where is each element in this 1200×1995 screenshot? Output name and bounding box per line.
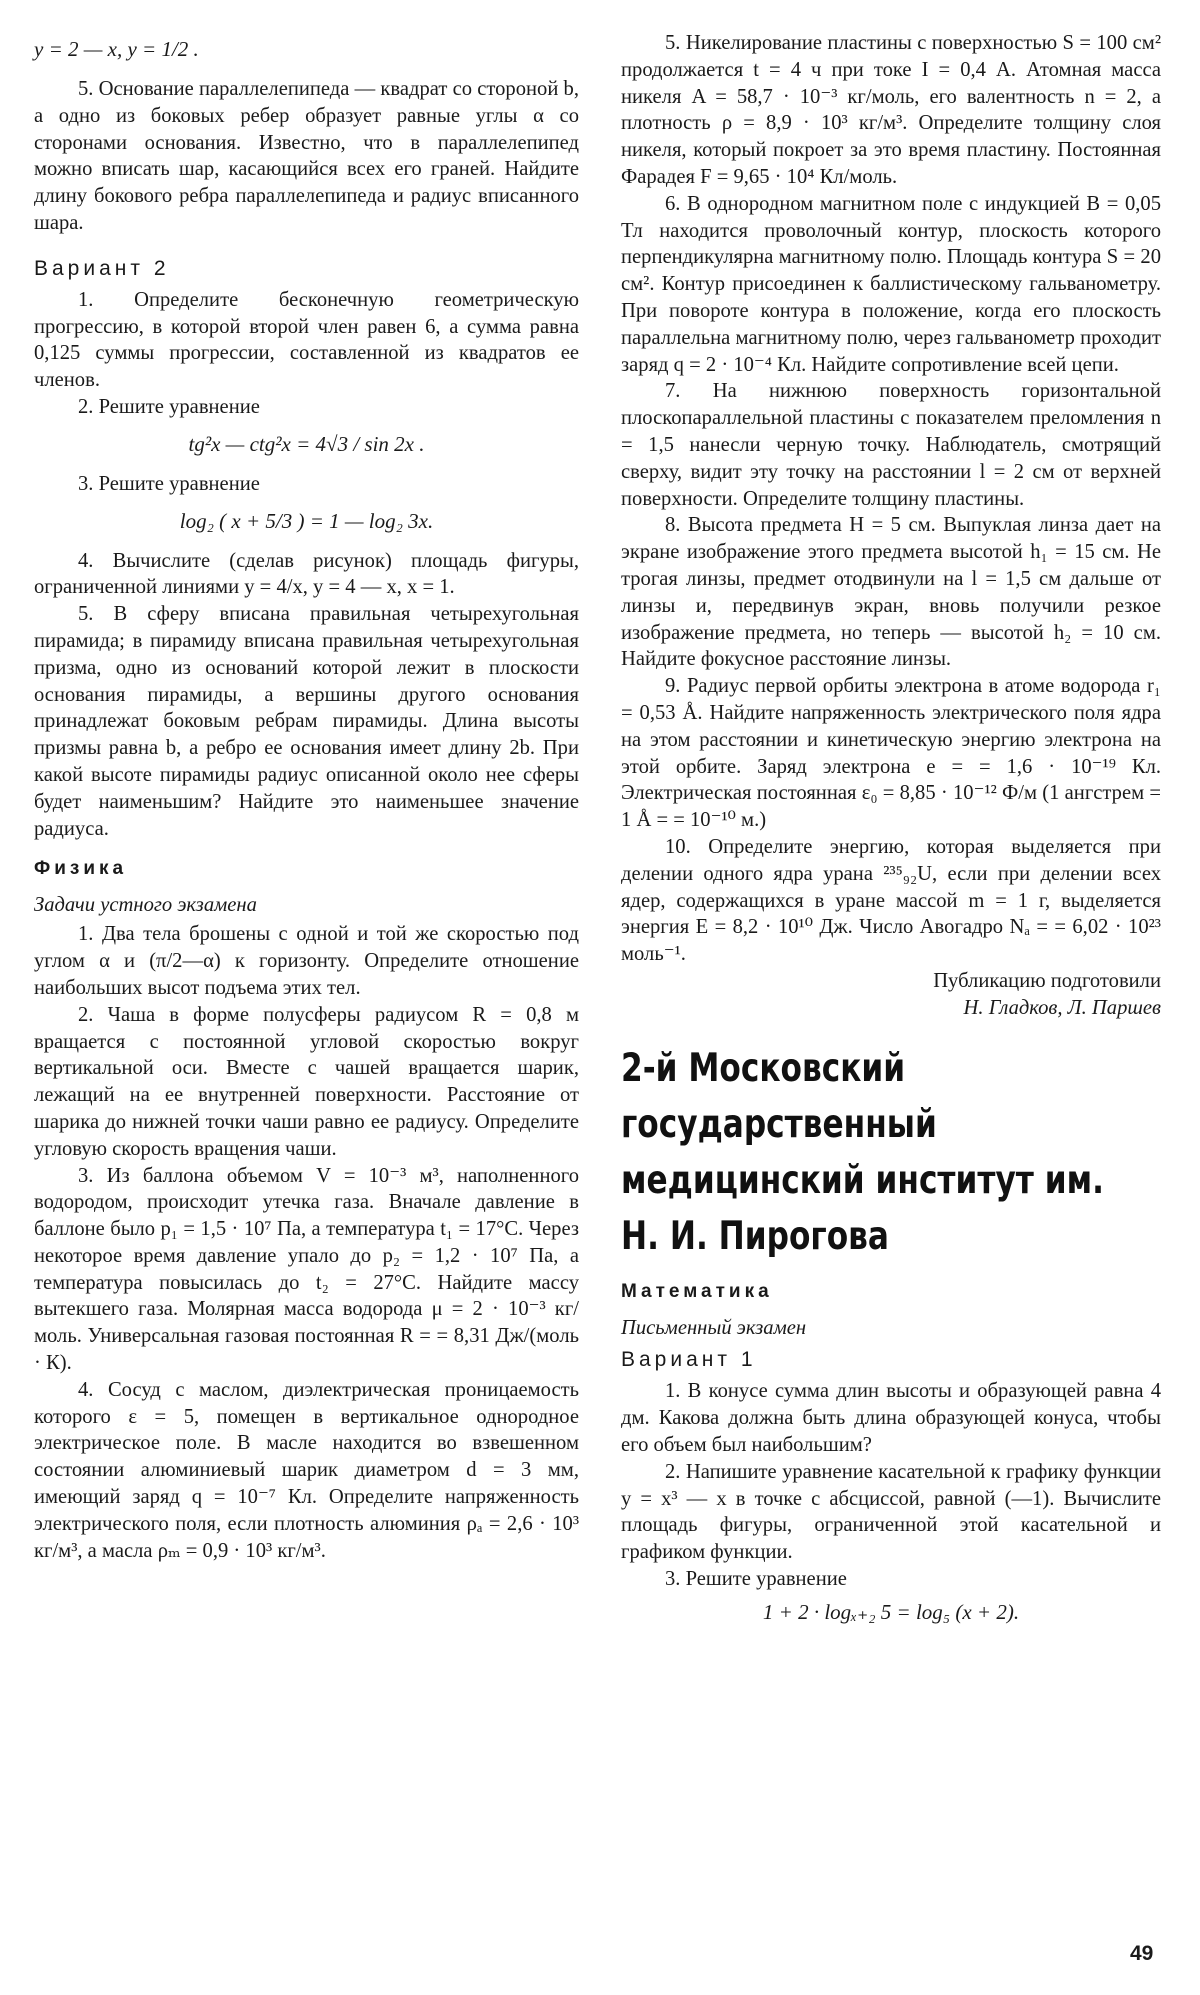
- problem-text: 7. На нижнюю поверхность горизонтальной плоскопараллельной пластины с показателем преломления n = 1,5 нанесли черную точку. Наблюдатель, смотрящий сверху, видит эту точку на расстоянии l = 2 см от верхней поверхности. Определите толщину пластины.: [621, 380, 1161, 510]
- equation: tg²x — ctg²x = 4√3 / sin 2x .: [188, 431, 425, 456]
- problem-text: 6. В однородном магнитном поле с индукцией B = 0,05 Тл находится проволочный контур, плоскость которого перпендикулярна магнитному полю. Площадь контура S = 20 см². Контур присоединен к баллистическому гальванометру. При повороте контура в положение, когда его плоскость параллельна магнитному полю, через гальванометр проходит заряд q = 2 · 10⁻⁴ Кл. Найдите сопротивление всей цепи.: [621, 192, 1161, 376]
- left-column: [34, 24, 579, 1564]
- institute-title: 2-й Московский государственный медицинский институт им. Н. И. Пирогова: [621, 1046, 1104, 1260]
- right-column: [621, 24, 1161, 1639]
- problem-text: 4. Вычислите (сделав рисунок) площадь фигуры, ограниченной линиями y = 4/x, y = 4 — x, x = 1.: [34, 549, 579, 599]
- problem-text: 9. Радиус первой орбиты электрона в атоме водорода r₁ = 0,53 Å. Найдите напряженность электрического поля ядра на этом расстоянии и кинетическую энергию электрона на этой орбите. Заряд электрона e = = 1,6 · 10⁻¹⁹ Кл. Электрическая постоянная ε₀ = 8,85 · 10⁻¹² Ф/м (1 ангстрем = 1 Å = = 10⁻¹⁰ м.): [621, 675, 1161, 832]
- problem-text: 2. Напишите уравнение касательной к графику функции y = x³ — x в точке с абсциссой, равной (—1). Вычислите площадь фигуры, ограниченной этой касательной и графиком функции.: [621, 1460, 1161, 1564]
- problem-text: 8. Высота предмета H = 5 см. Выпуклая линза дает на экране изображение этого предмета высотой h₁ = 15 см. Не трогая линзы, предмет отодвинули на l = 1,5 см дальше от линзы и, передвинув экран, вновь получили резкое изображение предмета, но теперь — высотой h₂ = 10 см. Найдите фокусное расстояние линзы.: [621, 514, 1161, 671]
- problem-text: 5. Никелирование пластины с поверхностью S = 100 см² продолжается t = 4 ч при токе I = 0,4 А. Атомная масса никеля A = 58,7 · 10⁻³ кг/моль, его валентность n = 2, а плотность ρ = 8,9 · 10³ кг/м³. Определите толщину слоя никеля, который покроет за это время пластину. Постоянная Фарадея F = 9,65 · 10⁴ Кл/моль.: [621, 32, 1161, 188]
- variant-heading: Вариант 2: [34, 256, 170, 280]
- problem-text: 3. Решите уравнение: [665, 1568, 847, 1591]
- problem-text: 2. Решите уравнение: [78, 395, 260, 418]
- problem-text: 2. Чаша в форме полусферы радиусом R = 0,8 м вращается с постоянной угловой скоростью вокруг вертикальной оси. Вместе с чашей вращается шарик, лежащий на ее внутренней поверхности. Расстояние от шарика до нижней точки чаши равно ее радиусу. Определите угловую скорость вращения чаши.: [34, 1003, 579, 1160]
- section-heading: Физика: [34, 858, 128, 880]
- problem-text: 1. Два тела брошены с одной и той же скоростью под углом α и (π/2—α) к горизонту. Определите отношение наибольших высот подъема этих тел.: [34, 923, 579, 999]
- credits-authors: Н. Гладков, Л. Паршев: [963, 996, 1161, 1019]
- problem-text: 1. В конусе сумма длин высоты и образующей равна 4 дм. Какова должна быть длина образующей конуса, чтобы его объем был наибольшим?: [621, 1380, 1161, 1457]
- subsection-heading: Задачи устного экзамена: [34, 894, 257, 917]
- equation: 1 + 2 · logₓ₊₂ 5 = log₅ (x + 2).: [762, 1599, 1020, 1624]
- variant-heading: Вариант 1: [621, 1348, 757, 1372]
- formula-tail: y = 2 — x, y = 1/2 .: [34, 37, 199, 61]
- problem-text: 4. Сосуд с маслом, диэлектрическая проницаемость которого ε = 5, помещен в вертикальное однородное электрическое поле. В масле находится во взвешенном состоянии алюминиевый шарик диаметром d = 3 мм, имеющий заряд q = 10⁻⁷ Кл. Определите напряженность электрического поля, если плотность алюминия ρₐ = 2,6 · 10³ кг/м³, а масла ρₘ = 0,9 · 10³ кг/м³.: [34, 1378, 579, 1562]
- problem-text: 10. Определите энергию, которая выделяется при делении одного ядра урана ²³⁵₉₂U, если при делении всех ядер, содержащихся в уране массой m = 1 г, выделяется энергия E = 8,2 · 10¹⁰ Дж. Число Авогадро Nₐ = = 6,02 · 10²³ моль⁻¹.: [621, 835, 1161, 966]
- credits-line: Публикацию подготовили: [933, 969, 1161, 992]
- problem-text: 1. Определите бесконечную геометрическую прогрессию, в которой второй член равен 6, а сумма равна 0,125 суммы прогрессии, составленной из квадратов ее членов.: [34, 288, 579, 392]
- problem-text: 3. Из баллона объемом V = 10⁻³ м³, наполненного водородом, происходит утечка газа. Вначале давление в баллоне было p₁ = 1,5 · 10⁷ Па, а температура t₁ = 17°С. Через некоторое время давление упало до p₂ = 1,2 · 10⁷ Па, а температура повысилась до t₂ = 27°С. Найдите массу вытекшего газа. Молярная масса водорода μ = 2 · 10⁻³ кг/моль. Универсальная газовая постоянная R = = 8,31 Дж/(моль · К).: [34, 1164, 579, 1375]
- section-heading: Математика: [621, 1281, 773, 1303]
- problem-text: 5. Основание параллелепипеда — квадрат со стороной b, а одно из боковых ребер образует равные углы α со сторонами основания. Известно, что в параллелепипед можно вписать шар, касающийся всех его граней. Найдите длину бокового ребра параллелепипеда и радиус вписанного шара.: [34, 78, 579, 234]
- subsection-heading: Письменный экзамен: [621, 1317, 807, 1340]
- equation: log₂ ( x + 5/3 ) = 1 — log₂ 3x.: [179, 508, 434, 533]
- problem-text: 5. В сферу вписана правильная четырехугольная пирамида; в пирамиду вписана правильная четырехугольная призма, одно из оснований которой лежит в плоскости основания пирамиды, а вершины другого основания принадлежат боковым ребрам пирамиды. Длина высоты призмы равна b, а ребро ее основания имеет длину 2b. При какой высоте пирамиды радиус описанной около нее сферы будет наименьшим? Найдите это наименьшее значение радиуса.: [34, 603, 579, 840]
- problem-text: 3. Решите уравнение: [78, 472, 260, 495]
- page-number: 49: [1130, 1942, 1154, 1965]
